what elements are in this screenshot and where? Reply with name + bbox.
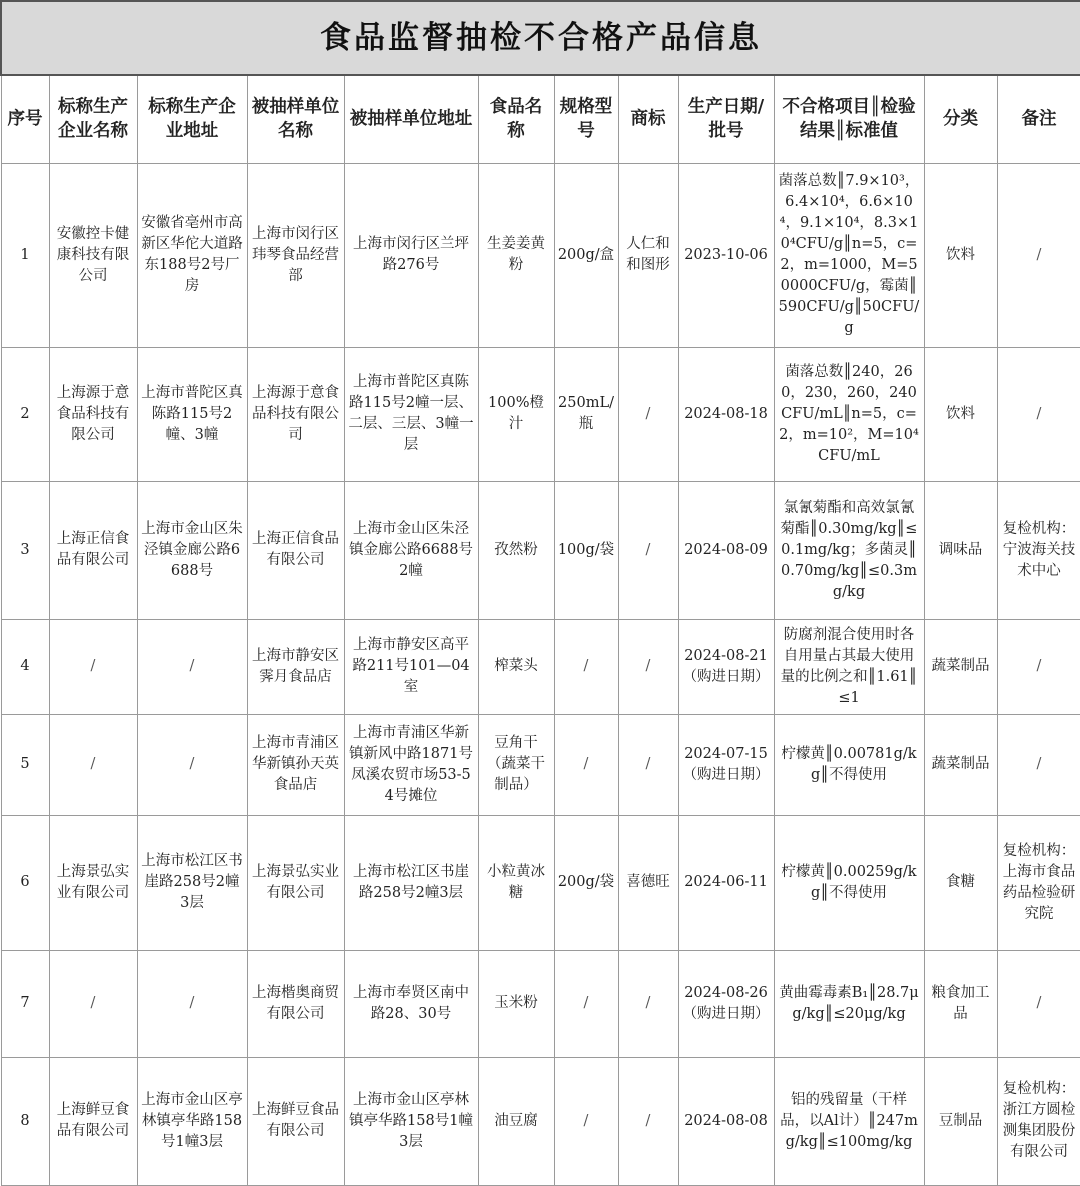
cell-date: 2024-08-08 xyxy=(678,1057,774,1185)
header-no: 序号 xyxy=(1,75,49,163)
title-row xyxy=(1,1,1080,75)
cell-note: 复检机构：上海市食品药品检验研究院 xyxy=(997,815,1080,950)
cell-date: 2024-06-11 xyxy=(678,815,774,950)
cell-category: 豆制品 xyxy=(924,1057,997,1185)
cell-sampled-unit: 上海市闵行区玮琴食品经营部 xyxy=(247,163,344,347)
cell-sampled-unit: 上海市青浦区华新镇孙天英食品店 xyxy=(247,714,344,815)
cell-brand: / xyxy=(618,619,678,714)
cell-sampled-address: 上海市金山区朱泾镇金廊公路6688号2幢 xyxy=(344,481,478,619)
cell-sampled-address: 上海市奉贤区南中路28、30号 xyxy=(344,950,478,1057)
cell-note: / xyxy=(997,347,1080,481)
cell-sampled-unit: 上海景弘实业有限公司 xyxy=(247,815,344,950)
cell-food-name: 豆角干（蔬菜干制品） xyxy=(478,714,554,815)
cell-food-name: 小粒黄冰糖 xyxy=(478,815,554,950)
cell-food-name: 油豆腐 xyxy=(478,1057,554,1185)
cell-no: 8 xyxy=(1,1057,49,1185)
cell-company: 上海源于意食品科技有限公司 xyxy=(49,347,137,481)
cell-sampled-unit: 上海鲜豆食品有限公司 xyxy=(247,1057,344,1185)
cell-spec: / xyxy=(554,619,618,714)
table-row xyxy=(1,163,1080,347)
cell-food-name: 生姜姜黄粉 xyxy=(478,163,554,347)
cell-failed-item: 菌落总数║7.9×10³，6.4×10⁴，6.6×10⁴，9.1×10⁴，8.3×10⁴CFU/g║n=5，c=2，m=1000，M=50000CFU/g，霉菌║590CFU/g║50CFU/g xyxy=(774,163,924,347)
cell-date: 2024-08-21（购进日期） xyxy=(678,619,774,714)
cell-category: 蔬菜制品 xyxy=(924,714,997,815)
cell-sampled-address: 上海市金山区亭林镇亭华路158号1幢3层 xyxy=(344,1057,478,1185)
cell-company-address: / xyxy=(137,950,247,1057)
cell-category: 调味品 xyxy=(924,481,997,619)
header-company-address: 标称生产企业地址 xyxy=(137,75,247,163)
cell-company: 上海景弘实业有限公司 xyxy=(49,815,137,950)
cell-no: 3 xyxy=(1,481,49,619)
cell-food-name: 榨菜头 xyxy=(478,619,554,714)
cell-note: / xyxy=(997,619,1080,714)
table-row xyxy=(1,714,1080,815)
cell-sampled-unit: 上海市静安区霁月食品店 xyxy=(247,619,344,714)
cell-brand: / xyxy=(618,714,678,815)
table-row xyxy=(1,481,1080,619)
cell-company: / xyxy=(49,950,137,1057)
cell-no: 4 xyxy=(1,619,49,714)
cell-sampled-unit: 上海楷奥商贸有限公司 xyxy=(247,950,344,1057)
cell-company: 上海正信食品有限公司 xyxy=(49,481,137,619)
cell-spec: / xyxy=(554,714,618,815)
table-row xyxy=(1,815,1080,950)
cell-category: 蔬菜制品 xyxy=(924,619,997,714)
cell-company-address: / xyxy=(137,714,247,815)
cell-company-address: / xyxy=(137,619,247,714)
cell-failed-item: 菌落总数║240，260，230，260，240CFU/mL║n=5，c=2，m=10²，M=10⁴CFU/mL xyxy=(774,347,924,481)
cell-food-name: 孜然粉 xyxy=(478,481,554,619)
cell-no: 5 xyxy=(1,714,49,815)
table-row xyxy=(1,619,1080,714)
cell-spec: 200g/盒 xyxy=(554,163,618,347)
header-spec: 规格型号 xyxy=(554,75,618,163)
cell-company-address: 上海市金山区朱泾镇金廊公路6688号 xyxy=(137,481,247,619)
cell-date: 2024-07-15（购进日期） xyxy=(678,714,774,815)
cell-no: 6 xyxy=(1,815,49,950)
cell-category: 食糖 xyxy=(924,815,997,950)
cell-brand: 人仁和和图形 xyxy=(618,163,678,347)
header-row xyxy=(1,75,1080,163)
cell-date: 2024-08-09 xyxy=(678,481,774,619)
cell-company-address: 上海市普陀区真陈路115号2幢、3幢 xyxy=(137,347,247,481)
cell-note: 复检机构：浙江方圆检测集团股份有限公司 xyxy=(997,1057,1080,1185)
header-date: 生产日期/批号 xyxy=(678,75,774,163)
cell-company: / xyxy=(49,714,137,815)
header-sampled-address: 被抽样单位地址 xyxy=(344,75,478,163)
cell-no: 2 xyxy=(1,347,49,481)
page-title: 食品监督抽检不合格产品信息 xyxy=(1,1,1080,75)
cell-failed-item: 柠檬黄║0.00781g/kg║不得使用 xyxy=(774,714,924,815)
cell-category: 饮料 xyxy=(924,347,997,481)
cell-brand: / xyxy=(618,950,678,1057)
cell-category: 饮料 xyxy=(924,163,997,347)
cell-brand: / xyxy=(618,1057,678,1185)
cell-no: 1 xyxy=(1,163,49,347)
cell-sampled-address: 上海市松江区书崖路258号2幢3层 xyxy=(344,815,478,950)
cell-sampled-address: 上海市静安区高平路211号101—04室 xyxy=(344,619,478,714)
cell-sampled-address: 上海市普陀区真陈路115号2幢一层、二层、三层、3幢一层 xyxy=(344,347,478,481)
cell-brand: / xyxy=(618,481,678,619)
header-failed-item: 不合格项目║检验结果║标准值 xyxy=(774,75,924,163)
header-sampled-unit: 被抽样单位名称 xyxy=(247,75,344,163)
cell-brand: 喜德旺 xyxy=(618,815,678,950)
cell-food-name: 100%橙汁 xyxy=(478,347,554,481)
cell-company-address: 上海市金山区亭林镇亭华路158号1幢3层 xyxy=(137,1057,247,1185)
cell-date: 2024-08-26（购进日期） xyxy=(678,950,774,1057)
cell-spec: / xyxy=(554,950,618,1057)
cell-sampled-unit: 上海源于意食品科技有限公司 xyxy=(247,347,344,481)
cell-company: 安徽控卡健康科技有限公司 xyxy=(49,163,137,347)
cell-failed-item: 防腐剂混合使用时各自用量占其最大使用量的比例之和║1.61║≤1 xyxy=(774,619,924,714)
cell-sampled-address: 上海市青浦区华新镇新风中路1871号凤溪农贸市场53-54号摊位 xyxy=(344,714,478,815)
cell-company: 上海鲜豆食品有限公司 xyxy=(49,1057,137,1185)
cell-company-address: 安徽省亳州市高新区华佗大道路东188号2号厂房 xyxy=(137,163,247,347)
cell-note: / xyxy=(997,950,1080,1057)
cell-food-name: 玉米粉 xyxy=(478,950,554,1057)
cell-date: 2023-10-06 xyxy=(678,163,774,347)
cell-category: 粮食加工品 xyxy=(924,950,997,1057)
table-row xyxy=(1,950,1080,1057)
cell-spec: 250mL/瓶 xyxy=(554,347,618,481)
table-row xyxy=(1,347,1080,481)
header-brand: 商标 xyxy=(618,75,678,163)
header-category: 分类 xyxy=(924,75,997,163)
cell-spec: 200g/袋 xyxy=(554,815,618,950)
cell-sampled-address: 上海市闵行区兰坪路276号 xyxy=(344,163,478,347)
cell-note: / xyxy=(997,163,1080,347)
cell-date: 2024-08-18 xyxy=(678,347,774,481)
cell-note: / xyxy=(997,714,1080,815)
cell-spec: 100g/袋 xyxy=(554,481,618,619)
cell-company: / xyxy=(49,619,137,714)
header-food-name: 食品名称 xyxy=(478,75,554,163)
cell-failed-item: 黄曲霉毒素B₁║28.7μg/kg║≤20μg/kg xyxy=(774,950,924,1057)
cell-sampled-unit: 上海正信食品有限公司 xyxy=(247,481,344,619)
cell-company-address: 上海市松江区书崖路258号2幢3层 xyxy=(137,815,247,950)
cell-no: 7 xyxy=(1,950,49,1057)
header-company: 标称生产企业名称 xyxy=(49,75,137,163)
cell-note: 复检机构：宁波海关技术中心 xyxy=(997,481,1080,619)
cell-brand: / xyxy=(618,347,678,481)
cell-failed-item: 氯氰菊酯和高效氯氰菊酯║0.30mg/kg║≤0.1mg/kg；多菌灵║0.70mg/kg║≤0.3mg/kg xyxy=(774,481,924,619)
cell-spec: / xyxy=(554,1057,618,1185)
table-row xyxy=(1,1057,1080,1185)
cell-failed-item: 铝的残留量（干样品，以Al计）║247mg/kg║≤100mg/kg xyxy=(774,1057,924,1185)
header-note: 备注 xyxy=(997,75,1080,163)
cell-failed-item: 柠檬黄║0.00259g/kg║不得使用 xyxy=(774,815,924,950)
